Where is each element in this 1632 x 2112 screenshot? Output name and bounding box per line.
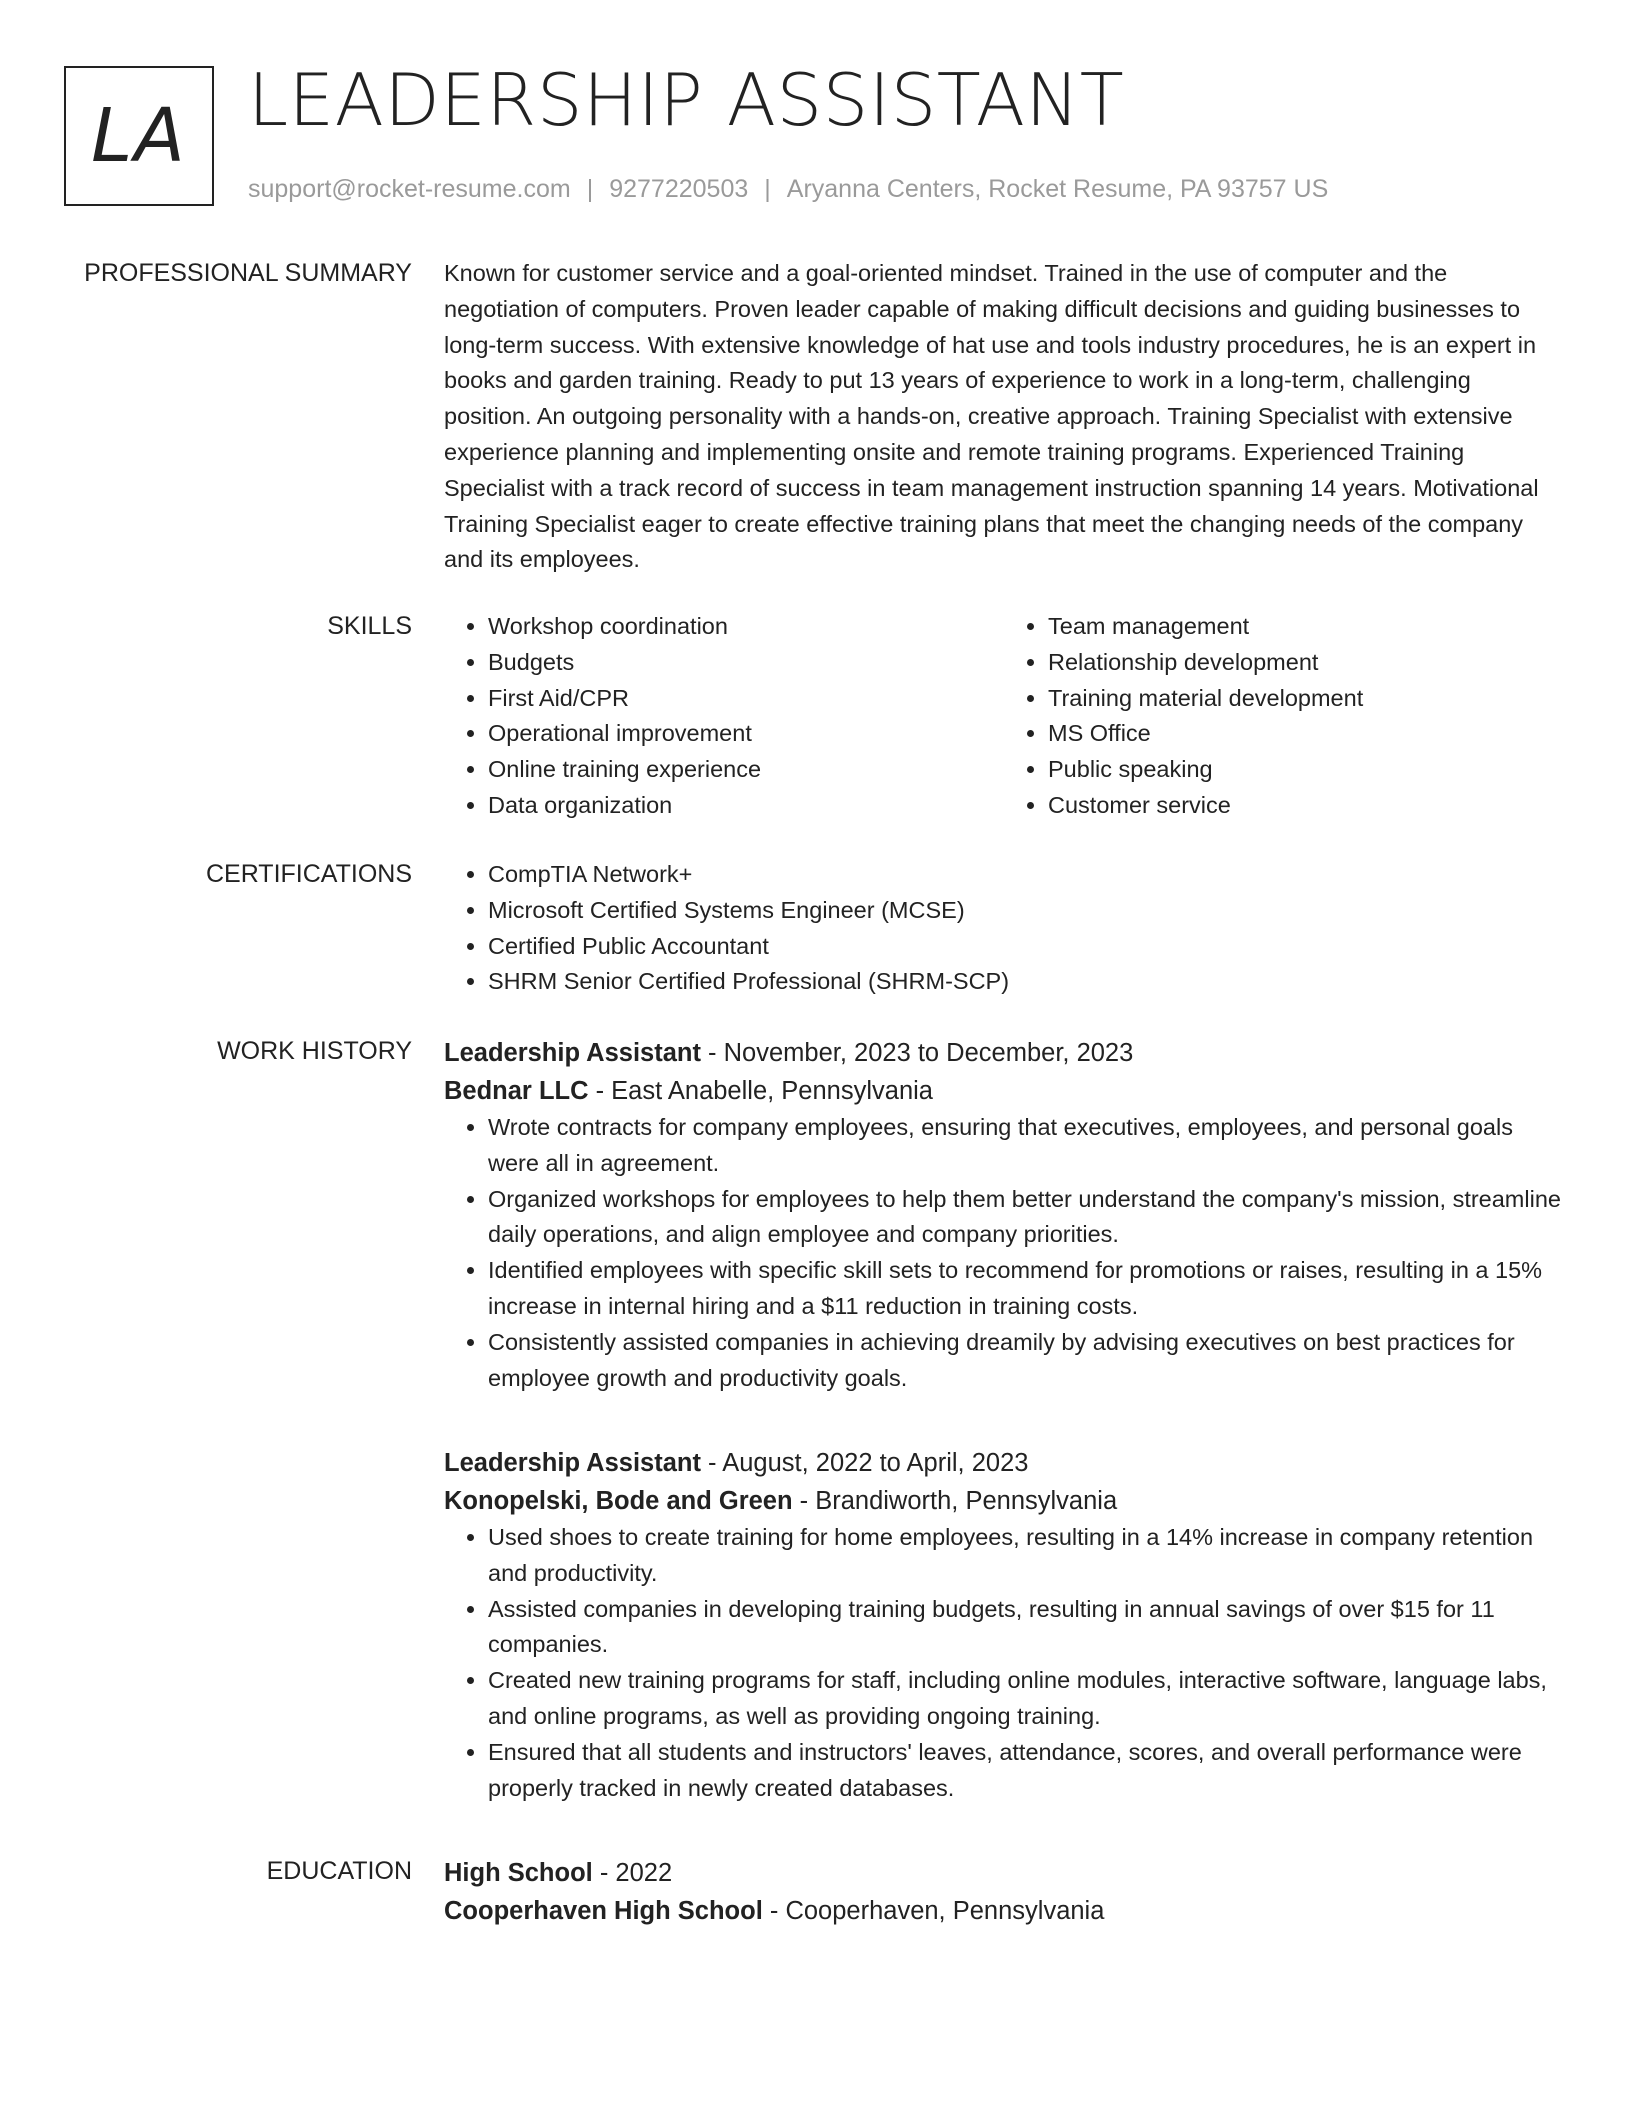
job-bullet: • Identified employees with specific skill sets to recommend for promotions or raises, resulting in a 15% increase in internal hiring and a $11 reduction in training costs.: [488, 1253, 1564, 1325]
skill-item: • Online training experience: [488, 752, 1004, 788]
job-dates: - November, 2023 to December, 2023: [700, 1039, 1134, 1067]
monogram-initials: LA: [91, 93, 187, 179]
education-body: [444, 1854, 1564, 1930]
job-bullet: • Assisted companies in developing training budgets, resulting in annual savings of over $15 for 11 companies.: [488, 1592, 1564, 1664]
skill-item: • Public speaking: [1048, 752, 1564, 788]
certification-item: • CompTIA Network+: [488, 857, 1564, 893]
certifications-body: [444, 857, 1564, 1000]
job-bullet: • Consistently assisted companies in achieving dreamily by advising executives on best practices for employee growth and productivity goals.: [488, 1325, 1564, 1397]
job-bullet: • Ensured that all students and instructors' leaves, attendance, scores, and overall performance were properly tracked in newly created databases.: [488, 1735, 1564, 1807]
skill-item: • Budgets: [488, 645, 1004, 681]
skill-item: • First Aid/CPR: [488, 681, 1004, 717]
skills-list-right: [1004, 609, 1564, 824]
section-label-work-history: WORK HISTORY: [217, 1037, 412, 1065]
certification-item: • Certified Public Accountant: [488, 929, 1564, 965]
skill-item: • Operational improvement: [488, 716, 1004, 752]
section-label-skills: SKILLS: [327, 612, 412, 640]
skills-body: [444, 609, 1564, 824]
section-label-education: EDUCATION: [266, 1857, 412, 1885]
summary-text: Known for customer service and a goal-oriented mindset. Trained in the use of computer and the negotiation of computers. Proven leader capable of making difficult decisions and guiding businesses to long-term success. With extensive knowledge of hat use and tools industry procedures, he is an expert in books and garden training. Ready to put 13 years of experience to work in a long-term, challenging position. An outgoing personality with a hands-on, creative approach. Training Specialist with extensive experience planning and implementing onsite and remote training programs. Experienced Training Specialist with a track record of success in team management instruction spanning 14 years. Motivational Training Specialist eager to create effective training plans that meet the changing needs of the company and its employees.: [444, 260, 1539, 573]
education-year: - 2022: [592, 1859, 673, 1887]
certification-item: • SHRM Senior Certified Professional (SHRM-SCP): [488, 964, 1564, 1000]
job-location: - East Anabelle, Pennsylvania: [588, 1077, 933, 1105]
contact-address: Aryanna Centers, Rocket Resume, PA 93757 US: [786, 175, 1329, 203]
skills-list-left: [444, 609, 1004, 824]
contact-line: [248, 172, 1328, 206]
contact-separator: |: [764, 175, 771, 203]
job-title: Leadership Assistant: [444, 1039, 701, 1067]
skill-item: • Training material development: [1048, 681, 1564, 717]
certifications-list: [444, 857, 1564, 1000]
skill-item: • Relationship development: [1048, 645, 1564, 681]
job-company-line: [444, 1072, 1564, 1110]
job-title-line: [444, 1444, 1564, 1482]
skill-item: • Team management: [1048, 609, 1564, 645]
summary-body: [444, 256, 1564, 578]
job-company: Bednar LLC: [444, 1077, 589, 1105]
section-label-summary: PROFESSIONAL SUMMARY: [84, 259, 412, 287]
education-degree: High School: [444, 1859, 593, 1887]
job-bullet: • Organized workshops for employees to help them better understand the company's mission, streamline daily operations, and align employee and company priorities.: [488, 1182, 1564, 1254]
section-label-certifications: CERTIFICATIONS: [205, 860, 412, 888]
job-title: Leadership Assistant: [444, 1449, 701, 1477]
contact-email: support@rocket-resume.com: [248, 175, 571, 203]
job-bullet: • Wrote contracts for company employees, ensuring that executives, employees, and personal goals were all in agreement.: [488, 1110, 1564, 1182]
contact-phone: 9277220503: [609, 175, 749, 203]
job-title-line: [444, 1034, 1564, 1072]
job-dates: - August, 2022 to April, 2023: [700, 1449, 1029, 1477]
contact-separator: |: [586, 175, 594, 203]
skill-item: • Workshop coordination: [488, 609, 1004, 645]
resume-name: LEADERSHIP ASSISTANT: [248, 58, 1125, 142]
job-bullet: • Used shoes to create training for home employees, resulting in a 14% increase in company retention and productivity.: [488, 1520, 1564, 1592]
job-location: - Brandiworth, Pennsylvania: [792, 1487, 1118, 1515]
job-company: Konopelski, Bode and Green: [444, 1487, 793, 1515]
education-school-line: [444, 1892, 1564, 1930]
job-bullet: • Created new training programs for staff, including online modules, interactive software, language labs, and online programs, as well as providing ongoing training.: [488, 1663, 1564, 1735]
job-bullets: [444, 1110, 1564, 1396]
job-entry: [444, 1034, 1564, 1396]
skills-columns: [444, 609, 1564, 824]
skill-item: • Data organization: [488, 788, 1004, 824]
education-degree-line: [444, 1854, 1564, 1892]
education-location: - Cooperhaven, Pennsylvania: [762, 1897, 1105, 1925]
skill-item: • MS Office: [1048, 716, 1564, 752]
job-entry: [444, 1444, 1564, 1806]
job-company-line: [444, 1482, 1564, 1520]
skill-item: • Customer service: [1048, 788, 1564, 824]
monogram-box: [64, 66, 214, 206]
job-bullets: [444, 1520, 1564, 1806]
education-school: Cooperhaven High School: [444, 1897, 763, 1925]
certification-item: • Microsoft Certified Systems Engineer (MCSE): [488, 893, 1564, 929]
